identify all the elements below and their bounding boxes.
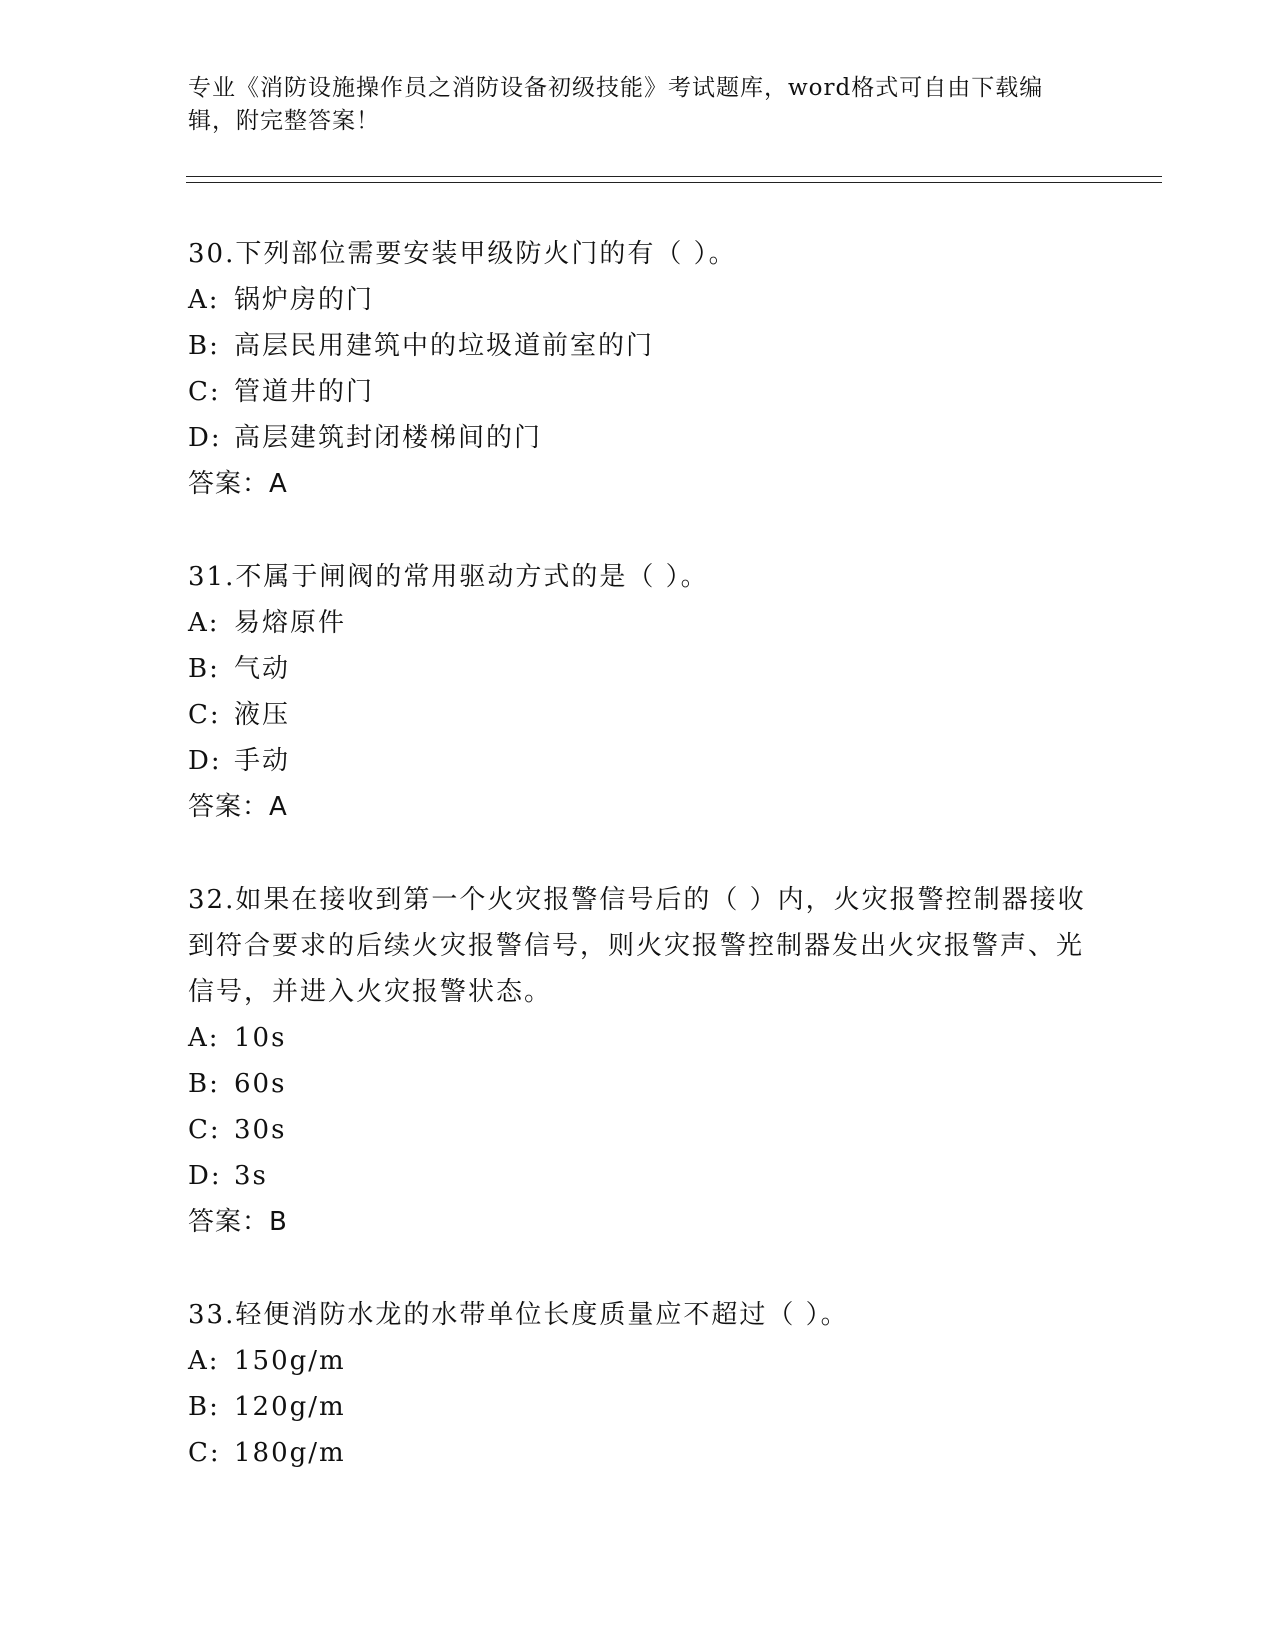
question-stem: 30.下列部位需要安装甲级防火门的有（ ）。 [188, 239, 737, 269]
option-text: 3s [234, 1161, 268, 1191]
option-b [188, 323, 1088, 369]
option-letter: A: [188, 1023, 220, 1053]
option-d [188, 415, 1088, 461]
option-text: 10s [234, 1023, 287, 1053]
answer-line: 答案：A [188, 792, 288, 822]
question-31 [188, 554, 1088, 830]
option-letter: C: [188, 700, 221, 730]
option-text: 锅炉房的门 [234, 285, 375, 315]
option-text: 管道井的门 [234, 377, 375, 407]
option-text: 液压 [234, 700, 291, 730]
question-stem: 32.如果在接收到第一个火灾报警信号后的（ ）内，火灾报警控制器接收到符合要求的后续火灾报警信号，则火灾报警控制器发出火灾报警声、光信号，并进入火灾报警状态。 [188, 885, 1086, 1007]
option-text: 手动 [234, 746, 291, 776]
question-32 [188, 877, 1088, 1245]
option-text: 60s [234, 1069, 287, 1099]
question-list [188, 231, 1088, 1523]
option-letter: A: [188, 608, 220, 638]
option-a [188, 1015, 1088, 1061]
option-b [188, 1384, 1088, 1430]
question-stem: 33.轻便消防水龙的水带单位长度质量应不超过（ ）。 [188, 1300, 849, 1330]
question-33 [188, 1292, 1088, 1476]
header-divider [186, 176, 1162, 183]
option-letter: C: [188, 377, 221, 407]
option-c [188, 692, 1088, 738]
question-stem: 31.不属于闸阀的常用驱动方式的是（ ）。 [188, 562, 709, 592]
option-d [188, 1153, 1088, 1199]
option-c [188, 369, 1088, 415]
option-a [188, 277, 1088, 323]
option-text: 30s [234, 1115, 287, 1145]
option-letter: C: [188, 1438, 221, 1468]
option-letter: B: [188, 1069, 220, 1099]
option-text: 高层建筑封闭楼梯间的门 [234, 423, 543, 453]
answer-line: 答案：A [188, 469, 288, 499]
page-header: 专业《消防设施操作员之消防设备初级技能》考试题库，word格式可自由下载编辑，附完整答案！ [188, 75, 1044, 134]
option-letter: A: [188, 1346, 220, 1376]
option-letter: D: [188, 1161, 222, 1191]
option-b [188, 1061, 1088, 1107]
option-a [188, 1338, 1088, 1384]
option-text: 180g/m [234, 1438, 346, 1468]
option-letter: B: [188, 654, 220, 684]
option-letter: A: [188, 285, 220, 315]
option-c [188, 1107, 1088, 1153]
option-text: 120g/m [234, 1392, 346, 1422]
option-letter: B: [188, 1392, 220, 1422]
answer-line: 答案：B [188, 1207, 288, 1237]
option-b [188, 646, 1088, 692]
option-text: 气动 [234, 654, 291, 684]
option-text: 150g/m [234, 1346, 346, 1376]
option-c [188, 1430, 1088, 1476]
option-text: 易熔原件 [234, 608, 347, 638]
option-a [188, 600, 1088, 646]
option-letter: D: [188, 746, 222, 776]
option-letter: C: [188, 1115, 221, 1145]
option-text: 高层民用建筑中的垃圾道前室的门 [234, 331, 655, 361]
option-letter: B: [188, 331, 220, 361]
option-letter: D: [188, 423, 222, 453]
option-d [188, 738, 1088, 784]
question-30 [188, 231, 1088, 507]
